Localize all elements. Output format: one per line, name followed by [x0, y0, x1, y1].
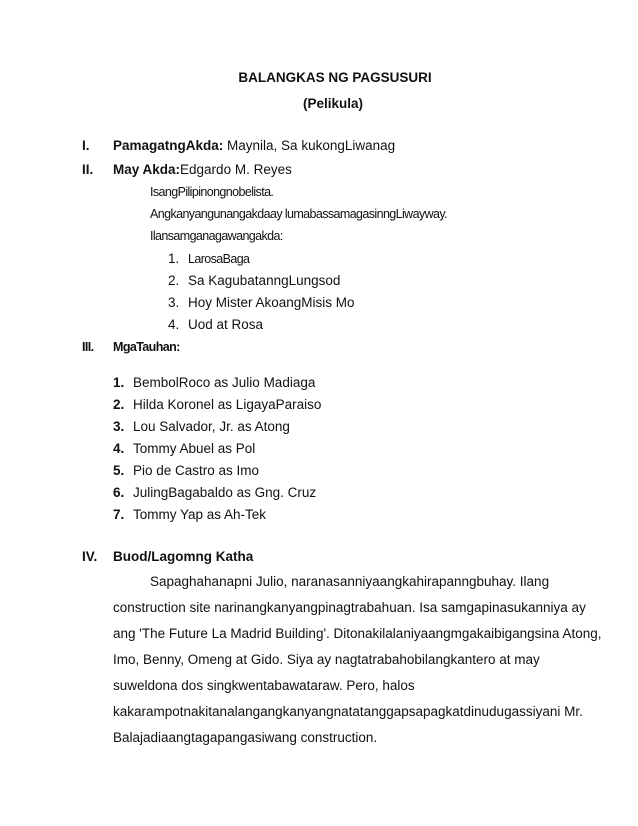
list-number: 7. — [113, 507, 125, 522]
author-line: Ilansamganagawangakda: — [150, 229, 283, 243]
cast-list-item — [113, 485, 316, 500]
document-title: BALANGKAS NG PAGSUSURI — [238, 70, 432, 85]
list-text: Hilda Koronel as LigayaParaiso — [133, 397, 322, 412]
list-text: Pio de Castro as Imo — [133, 463, 260, 478]
section-numeral-3: III. — [82, 340, 94, 354]
section-1-value: Maynila, Sa kukongLiwanag — [223, 138, 396, 153]
list-text: Uod at Rosa — [188, 317, 264, 332]
cast-list-item — [113, 375, 315, 390]
cast-list-item — [113, 441, 255, 456]
cast-list-item — [113, 507, 266, 522]
section-2-value: Edgardo M. Reyes — [180, 162, 292, 177]
section-2-line — [113, 162, 292, 177]
summary-line: construction site narinangkanyangpinagtrabahuan. Isa samgapinasukanniya ay — [113, 600, 586, 615]
cast-list-item — [113, 397, 321, 412]
list-number: 2. — [168, 273, 180, 288]
works-list-item — [168, 273, 340, 288]
list-number: 5. — [113, 463, 125, 478]
section-1-label: PamagatngAkda: — [113, 138, 224, 153]
list-number: 2. — [113, 397, 125, 412]
section-2-label: May Akda: — [113, 162, 181, 177]
section-3-label: MgaTauhan: — [113, 340, 180, 354]
summary-line: suweldona dos singkwentabawataraw. Pero, halos — [113, 678, 415, 693]
list-text: Tommy Abuel as Pol — [133, 441, 256, 456]
section-4-label: Buod/Lagomng Katha — [113, 549, 254, 564]
summary-line: Balajadiaangtagapangasiwang construction. — [113, 730, 378, 745]
list-text: Sa KagubatanngLungsod — [188, 273, 341, 288]
list-number: 4. — [113, 441, 125, 456]
list-text: Tommy Yap as Ah-Tek — [133, 507, 267, 522]
document-subtitle: (Pelikula) — [302, 96, 364, 111]
section-numeral-2: II. — [82, 162, 94, 177]
list-text: LarosaBaga — [188, 252, 250, 266]
author-line: IsangPilipinongnobelista. — [150, 185, 274, 199]
summary-line: ang 'The Future La Madrid Building'. Ditonakilalaniyaangmgakaibigangsina Atong, — [113, 626, 602, 641]
works-list-item — [168, 251, 249, 266]
author-line: Angkanyangunangakdaay lumabassamagasinngLiwayway. — [150, 207, 447, 221]
summary-line: Sapaghahanapni Julio, naranasanniyaangkahirapanngbuhay. Ilang — [150, 574, 550, 589]
list-number: 1. — [113, 375, 125, 390]
list-number: 1. — [168, 251, 180, 266]
list-text: Hoy Mister AkoangMisis Mo — [188, 295, 355, 310]
cast-list-item — [113, 463, 259, 478]
summary-line: Imo, Benny, Omeng at Gido. Siya ay nagtatrabahobilangkantero at may — [113, 652, 540, 667]
list-number: 3. — [113, 419, 125, 434]
section-numeral-4: IV. — [82, 549, 98, 564]
works-list-item — [168, 317, 263, 332]
list-text: Lou Salvador, Jr. as Atong — [133, 419, 290, 434]
list-number: 4. — [168, 317, 180, 332]
list-text: JulingBagabaldo as Gng. Cruz — [133, 485, 317, 500]
list-number: 3. — [168, 295, 180, 310]
section-1-line — [113, 138, 395, 153]
works-list-item — [168, 295, 355, 310]
summary-line: kakarampotnakitanalangangkanyangnatatanggapsapagkatdinudugassiyani Mr. — [113, 704, 583, 719]
list-number: 6. — [113, 485, 125, 500]
list-text: BembolRoco as Julio Madiaga — [133, 375, 316, 390]
cast-list-item — [113, 419, 290, 434]
section-numeral-1: I. — [82, 138, 90, 153]
